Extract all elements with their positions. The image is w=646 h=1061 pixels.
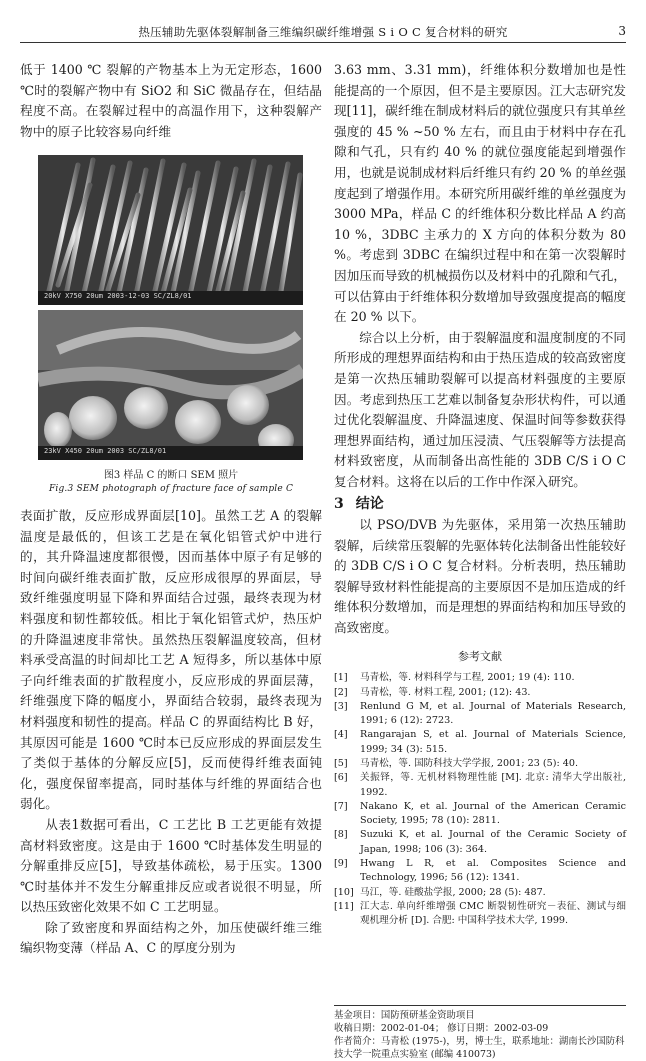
reference-item: [1] 马青松，等. 材料科学与工程, 2001; 19 (4): 110. [334,672,575,684]
sem-top-label: 20kV X750 20um 2003-12-03 SC/ZL8/01 [44,292,192,300]
reference-list [334,671,626,928]
sem-figure [38,155,303,460]
page-number: 3 [618,24,626,38]
footnote [334,1005,626,1061]
reference-item: [2] 马青松，等. 材料工程, 2001; (12): 43. [334,686,531,698]
sem-photo-top [38,155,303,305]
section-title: 结论 [355,496,384,513]
paragraph: 表面扩散，反应形成界面层[10]。虽然工艺 A 的裂解温度是最低的，但该工艺是在氧化铝管式炉中进行的，其升降温速度都很慢，因而基体中原子有足够的时间向碳纤维表面扩散，反应形成很厚的界面层，导致纤维强度明显下降和界面结合过强，最终表现为材料强度和韧性都较低。相比于氧化铝管式炉，热压炉的升降温速度非常快。虽然热压裂解温度较高，但材料承受高温的时间却比工艺 A 短得多，所以基体中原子向纤维表面的扩散程度小，反应形成的界面层薄，纤维强度下降的幅度小，界面结合较弱，最终表现为材料强度和韧性的提高。样品 C 的界面结构比 B 好，其原因可能是 1600 ℃时本已反应形成的界面层发生了类似于基体的分解反应[5]，反而使得纤维表面钝化，强度保留率提高，同时基体与纤维的界面结合也弱化。 [20,508,322,812]
reference-item: [6] 关振铎，等. 无机材料物理性能 [M]. 北京: 清华大学出版社, 1992. [334,772,626,798]
footnote-funding: 基金项目：国防预研基金资助项目 [334,1010,475,1021]
section-number: 3 [334,496,344,513]
figure-caption-en: Fig.3 SEM photograph of fracture face of sample C [48,484,294,494]
reference-item: [11] 江大志. 单向纤维增强 CMC 断裂韧性研究－表征、测试与细观机理分析 [D]. 合肥: 中国科学技术大学, 1999. [334,900,626,927]
paragraph: 综合以上分析，由于裂解温度和温度制度的不同所形成的理想界面结构和由于热压造成的较高致密度是第一次热压辅助裂解可以提高材料强度的主要原因。考虑到热压工艺难以制备复杂形状构件，可以通过优化裂解温度、升降温速度、保温时间等参数获得理想界面结构，通过加压浸渍、气压裂解等方法提高材料致密度，从而制备出高性能的 3DB C/S i O C 复合材料。这将在以后的工作中作深入研究。 [334,329,626,489]
left-column-top [20,60,322,142]
sem-photo-bottom [38,310,303,460]
footnote-dates: 收稿日期：2002-01-04； 修订日期：2002-03-09 [334,1023,549,1034]
left-column-bottom [20,506,322,959]
section-heading [334,494,626,515]
reference-item: [7] Nakano K, et al. Journal of the American Ceramic Society, 1995; 78 (10): 2811. [334,800,626,827]
paragraph: 除了致密度和界面结构之外，加压使碳纤维三维编织物变薄（样品 A、C 的厚度分别为 [20,919,322,956]
reference-item: [10] 马江，等. 硅酸盐学报, 2000; 28 (5): 487. [334,886,546,898]
footnote-author: 作者简介：马青松 (1975-)，男，博士生，联系地址：湖南长沙国防科技大学一院重点实验室 (邮编 410073) [334,1036,625,1060]
paragraph: 从表1数据可看出，C 工艺比 B 工艺更能有效提高材料致密度。这是由于 1600 ℃时基体发生明显的分解重排反应[5]，导致基体疏松，易于压实。1300 ℃时基体并不发生分解重排反应或者说很不明显，所以热压致密化效果不如 C 工艺明显。 [20,816,322,915]
references-title: 参考文献 [458,649,502,663]
running-header [20,22,626,43]
reference-item: [3] Renlund G M, et al. Journal of Materials Research, 1991; 6 (12): 2723. [334,700,626,727]
paragraph: 3.63 mm、3.31 mm)，纤维体积分数增加也是性能提高的一个原因，但不是主要原因。江大志研究发现[11]，碳纤维在制成材料后的就位强度只有其单丝强度的 45 % ~50 % 左右，而且由于材料中存在孔隙和气孔，只有约 40 % 的就位强度能起到增强作用，也就是说制成材料后纤维只有约 20 % 的单丝强度起到了增强作用。本研究所用碳纤维的单丝强度为 3000 MPa，样品 C 的纤维体积分数比样品 A 约高 10 %，3DBC 主承力的 X 方向的体积分数为 80 %。考虑到 3DBC 在编织过程中和在第一次裂解时因加压而导致的机械损伤以及材料中的孔隙和气孔，可以估算由于纤维体积分数增加导致强度提高的幅度在 20 % 以下。 [334,62,626,325]
paragraph: 以 PSO/DVB 为先驱体，采用第一次热压辅助裂解，后续常压裂解的先驱体转化法制备出性能较好的 3DB C/S i O C 复合材料。分析表明，热压辅助裂解导致材料性能提高的主要原因不是加压造成的纤维体积分数增加，而是理想的界面结构和加压导致的高致密度。 [334,517,626,636]
right-column [334,60,626,929]
sem-bottom-label: 23kV X450 20um 2003 SC/ZL8/01 [44,447,167,455]
reference-item: [8] Suzuki K, et al. Journal of the Ceramic Society of Japan, 1998; 106 (3): 364. [334,829,626,855]
reference-item: [5] 马青松，等. 国防科技大学学报, 2001; 23 (5): 40. [334,758,578,769]
figure-caption-cn: 图3 样品 C 的断口 SEM 照片 [103,470,239,481]
running-title: 热压辅助先驱体裂解制备三维编织碳纤维增强 S i O C 复合材料的研究 [138,25,508,39]
reference-item: [9] Hwang L R, et al. Composites Science and Technology, 1996; 56 (12): 1341. [334,858,626,884]
reference-item: [4] Rangarajan S, et al. Journal of Materials Science, 1999; 34 (3): 515. [334,729,626,755]
paragraph: 低于 1400 ℃ 裂解的产物基本上为无定形态，1600 ℃时的裂解产物中有 SiO2 和 SiC 微晶存在，但结晶程度不高。在裂解过程中的高温作用下，这种裂解产物中的原子比较容易向纤维 [20,62,322,139]
